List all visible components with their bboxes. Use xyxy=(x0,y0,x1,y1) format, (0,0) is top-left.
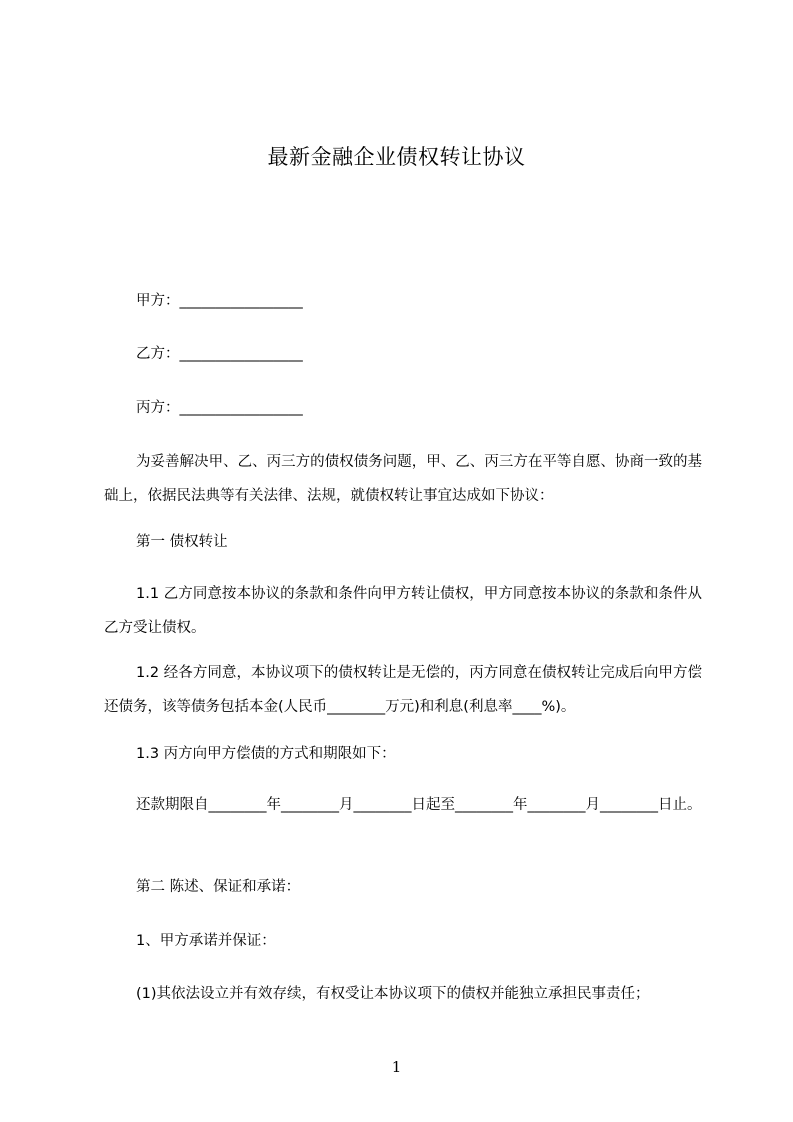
clause-1-1: 1.1 乙方同意按本协议的条款和条件向甲方转让债权，甲方同意按本协议的条款和条件从乙方受让债权。 xyxy=(104,586,702,636)
document-title: 最新金融企业债权转让协议 xyxy=(267,145,526,169)
item-1: 1、甲方承诺并保证： xyxy=(136,933,276,949)
party-a-line: 甲方：_________________ xyxy=(136,293,303,309)
party-c-line: 丙方：_________________ xyxy=(136,400,303,416)
page-number: 1 xyxy=(391,1058,402,1076)
party-b-line: 乙方：_________________ xyxy=(136,346,303,362)
section-1-heading: 第一 债权转让 xyxy=(136,534,228,550)
clause-1-3: 1.3 丙方向甲方偿债的方式和期限如下： xyxy=(136,746,396,762)
clause-1-2: 1.2 经各方同意，本协议项下的债权转让是无偿的，丙方同意在债权转让完成后向甲方偿还债务，该等债务包括本金(人民币________万元)和利息(利息率____%)。 xyxy=(104,665,702,715)
preamble-paragraph: 为妥善解决甲、乙、丙三方的债权债务问题，甲、乙、丙三方在平等自愿、协商一致的基础上，依据民法典等有关法律、法规，就债权转让事宜达成如下协议： xyxy=(104,454,702,504)
repayment-period: 还款期限自________年________月________日起至________年________月________日止。 xyxy=(136,797,702,813)
section-2-heading: 第二 陈述、保证和承诺： xyxy=(136,879,301,895)
item-1-1: (1)其依法设立并有效存续，有权受让本协议项下的债权并能独立承担民事责任； xyxy=(136,986,650,1002)
